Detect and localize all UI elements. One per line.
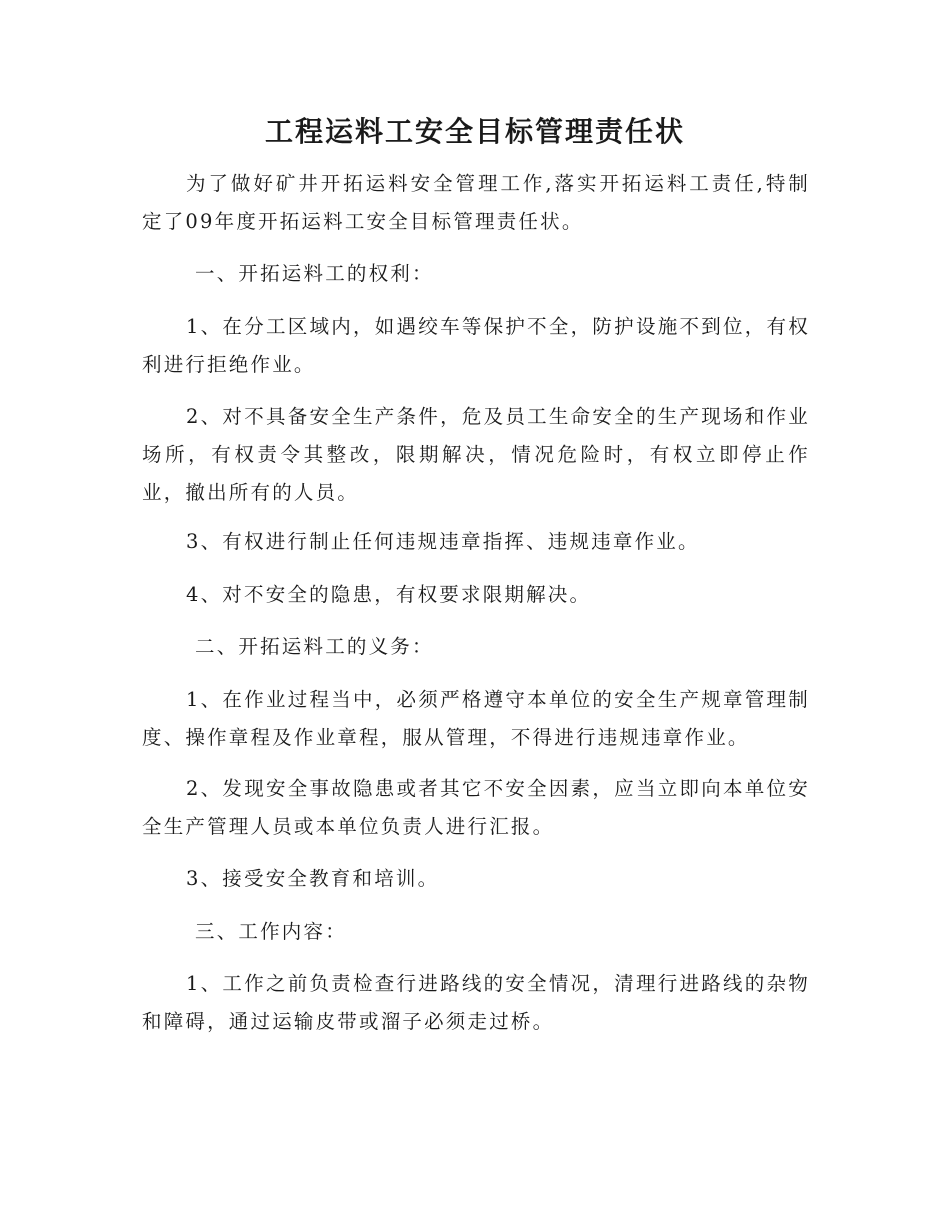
rights-item-3: 3、有权进行制止任何违规违章指挥、违规违章作业。 <box>186 530 700 553</box>
section-heading-duties: 二、开拓运料工的义务： <box>195 635 434 658</box>
rights-item-2: 2、对不具备安全生产条件，危及员工生命安全的生产现场和作业场所，有权责令其整改，限期解决，情况危险时，有权立即停止作业，撤出所有的人员。 <box>142 405 810 504</box>
duties-item-3: 3、接受安全教育和培训。 <box>186 867 440 890</box>
section-heading-rights: 一、开拓运料工的权利： <box>195 262 434 285</box>
rights-item-1: 1、在分工区域内，如遇绞车等保护不全，防护设施不到位，有权利进行拒绝作业。 <box>142 315 810 376</box>
duties-item-2: 2、发现安全事故隐患或者其它不安全因素，应当立即向本单位安全生产管理人员或本单位负责人进行汇报。 <box>142 777 810 838</box>
intro-paragraph: 为了做好矿井开拓运料安全管理工作,落实开拓运料工责任,特制定了09年度开拓运料工安全目标管理责任状。 <box>142 172 810 233</box>
duties-item-1: 1、在作业过程当中，必须严格遵守本单位的安全生产规章管理制度、操作章程及作业章程，服从管理，不得进行违规违章作业。 <box>142 688 810 749</box>
section-heading-work: 三、工作内容： <box>195 920 347 943</box>
work-item-1: 1、工作之前负责检查行进路线的安全情况，清理行进路线的杂物和障碍，通过运输皮带或溜子必须走过桥。 <box>142 972 810 1033</box>
document-title: 工程运料工安全目标管理责任状 <box>264 115 685 148</box>
rights-item-4: 4、对不安全的隐患，有权要求限期解决。 <box>186 583 592 606</box>
